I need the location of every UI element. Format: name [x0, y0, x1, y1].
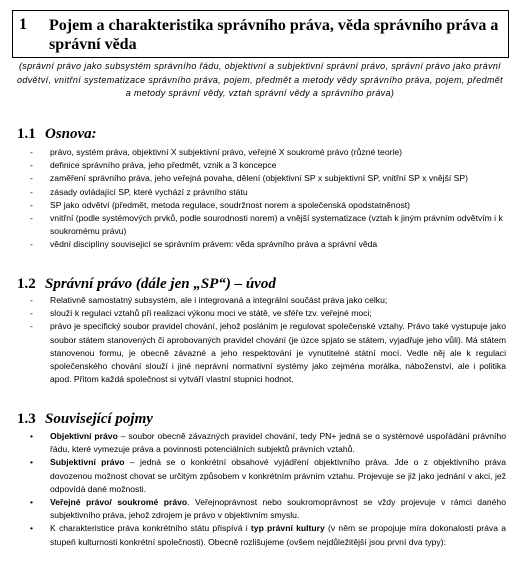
list-item: - právo, systém práva, objektivní X subjektivní právo, veřejné X soukromé právo (různé teorie)	[50, 146, 505, 159]
list-item	[50, 496, 506, 522]
term-definition: . Veřejnoprávnost nebo soukromoprávnost se vždy projevuje v rámci daného subjektivního práva, jehož zdrojem je právo v objektivním smyslu.	[50, 497, 506, 521]
list-item: - Relativně samostatný subsystém, ale i integrovaná a integrální součást práva jako celku;	[50, 294, 506, 307]
section-number: 1.2	[17, 276, 36, 292]
term: Subjektivní právo	[50, 457, 125, 468]
section-number: 1.1	[17, 126, 36, 142]
section-title: Osnova:	[45, 126, 97, 142]
related-terms-list	[50, 430, 506, 549]
list-item: - vědní disciplíny souvisejicí se správním právem: věda správního práva a správní věda	[50, 238, 505, 251]
section-heading-souvisejici-pojmy	[17, 411, 153, 428]
term: Objektivní právo	[50, 431, 118, 441]
list-item: - slouží k regulaci vztahů při realizaci výkonu moci ve státě, ve sféře tzv. veřejné moci;	[50, 307, 506, 320]
term-definition: – jedná se o konkrétní obsahové vyjádření objektivního práva. Jde o z objektivního práva dovozenou možnost chovat se určitým způsobem v konkrétním právním vztahu. Projevuje se již jako jednání v akci, jež odpovídá dané možnosti.	[50, 457, 507, 494]
chapter-number: 1	[19, 16, 27, 33]
list-item: - definice správního práva, jeho předmět, vznik a 3 koncepce	[50, 159, 505, 172]
chapter-title: Pojem a charakteristika správního práva, věda správního práva a správní věda	[49, 17, 499, 53]
list-item	[50, 456, 506, 496]
chapter-subtitle: (správní právo jako subsystém správního řádu, objektivní a subjektivní správní právo, správní právo jako právní odvětví, vnitřní systematizace správního práva, pojem, předmět a metody vědy správního práva, pojem, předmět a metody správní vědy, vztah správní vědy a správního práva)	[16, 61, 503, 98]
term: typ právní kultury	[250, 523, 325, 534]
term-definition: (v něm se propojuje míra dokonalosti práva a stupeň kulturnosti konkrétní společnosti). Obecně rozlišujeme (ovšem nejdůležitější jsou první dva typy):	[50, 523, 507, 547]
list-item: - zásady ovládající SP, které vychází z právního státu	[50, 186, 505, 199]
chapter-title-box	[12, 10, 509, 58]
list-item	[50, 522, 506, 548]
intro-list	[50, 294, 506, 386]
term-intro: K charakteristice práva konkrétního státu přispívá i	[50, 523, 251, 534]
term: Veřejné právo/ soukromé právo	[50, 497, 188, 508]
section-heading-osnova	[17, 126, 97, 143]
section-heading-uvod	[17, 276, 276, 293]
outline-list	[50, 146, 505, 252]
list-item: - zaměření správního práva, jeho veřejná povaha, dělení (objektivní SP x subjektivní SP, vnitřní SP x vnější SP)	[50, 172, 505, 185]
list-item: - právo je specifický soubor pravidel chování, jehož posláním je regulovat společenské vztahy. Právo také vystupuje jako soubor státem stanovených či aprobovaných pravidel chování (je úzce spjato se státem, vyjadřuje jeho vůli). Má státem stanovenou formu, je obecně závazné a jeho respektování je vynutitelné státní mocí. Vedle něj ale k regulaci společenského chování slouží i jiné neprávní normativní systémy jako zejména morálka, náboženství, ale i politika apod. Přitom každá společnost si vytváří vlastní stupnici hodnot.	[50, 320, 506, 386]
section-number: 1.3	[17, 411, 36, 427]
list-item	[50, 430, 506, 456]
list-item: - vnitřní (podle systémových prvků, podle sourodnosti norem) a vnější systematizace (vztah k jiným právním odvětvím i k soukromému právu)	[50, 212, 505, 238]
section-title: Související pojmy	[45, 411, 153, 427]
section-title: Správní právo (dále jen „SP“) – úvod	[45, 276, 276, 292]
term-definition: – soubor obecně závazných pravidel chování, tedy PN+ jedná se o systémové uspořádání právního řádu, které vymezuje práva a povinnosti potenciálních subjektů právních vztahů.	[50, 431, 506, 455]
list-item: - SP jako odvětví (předmět, metoda regulace, soudržnost norem a společenská opodstatněnost)	[50, 199, 505, 212]
